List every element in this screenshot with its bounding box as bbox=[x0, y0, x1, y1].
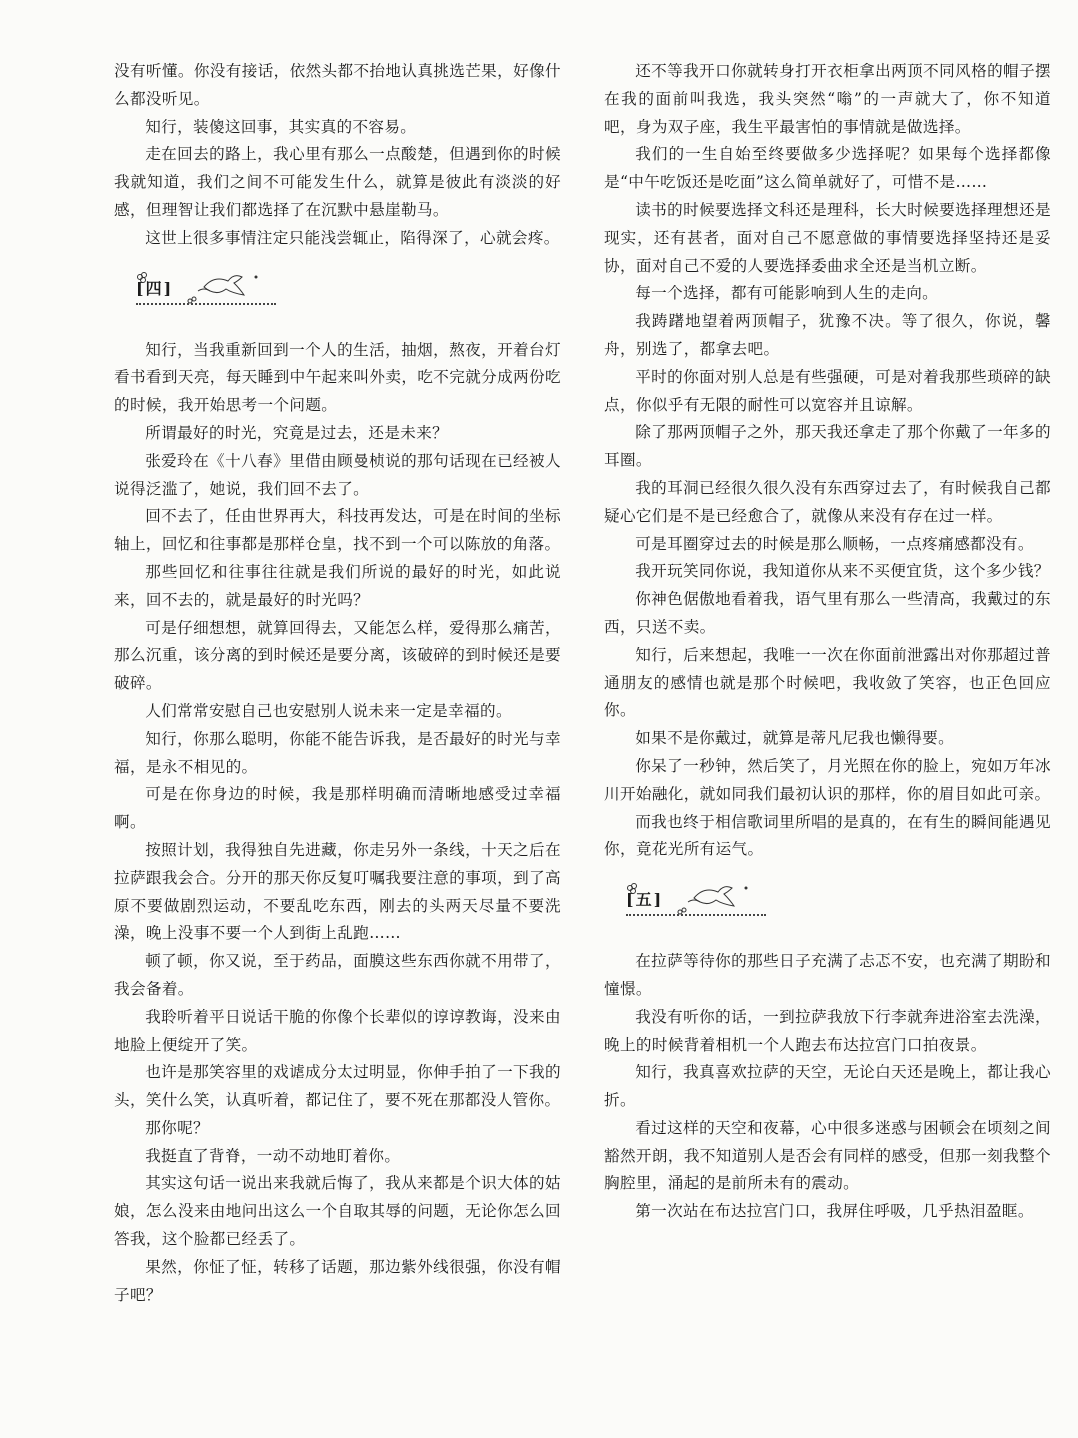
paragraph: 知行，装傻这回事，其实真的不容易。 bbox=[145, 117, 417, 136]
paragraph: 我没有听你的话，一到拉萨我放下行李就奔进浴室去洗澡，晚上的时候背着相机一个人跑去布达拉宫门口拍夜景。 bbox=[604, 1007, 1051, 1054]
paragraph: 在拉萨等待你的那些日子充满了忐忑不安，也充满了期盼和憧憬。 bbox=[604, 952, 1051, 998]
paragraph: 我们的一生自始至终要做多少选择呢？如果每个选择都像是“中午吃饭还是吃面”这么简单就好了，可惜不是…… bbox=[604, 145, 1051, 192]
paragraph: 每一个选择，都有可能影响到人生的走向。 bbox=[635, 284, 939, 303]
paragraph: 没有听懂。你没有接话，依然头都不抬地认真挑选芒果，好像什么都没听见。 bbox=[114, 62, 561, 108]
section-label: [四] bbox=[136, 278, 174, 298]
paragraph: 所谓最好的时光，究竟是过去，还是未来？ bbox=[145, 423, 449, 442]
paragraph: 知行，你那么聪明，你能不能告诉我，是否最好的时光与幸福，是永不相见的。 bbox=[114, 729, 561, 776]
paragraph: 你呆了一秒钟，然后笑了，月光照在你的脸上，宛如万年冰川开始融化，就如同我们最初认识的那样，你的眉目如此可亲。 bbox=[604, 756, 1051, 803]
paragraph: 如果不是你戴过，就算是蒂凡尼我也懒得要。 bbox=[635, 729, 955, 748]
paragraph: 知行，后来想起，我唯一一次在你面前泄露出对你那超过普通朋友的感情也就是那个时候吧，我收敛了笑容，也正色回应你。 bbox=[604, 645, 1051, 720]
paragraph: 按照计划，我得独自先进藏，你走另外一条线，十天之后在拉萨跟我会合。分开的那天你反复叮嘱我要注意的事项，到了高原不要做剧烈运动，不要乱吃东西，刚去的头两天尽量不要洗澡，晚上没事不要一个人到街上乱跑…… bbox=[114, 840, 561, 943]
section-header-5 bbox=[604, 878, 1051, 922]
paragraph: 读书的时候要选择文科还是理科，长大时候要选择理想还是现实，还有甚者，面对自己不愿意做的事情要选择坚持还是妥协，面对自己不爱的人要选择委曲求全还是当机立断。 bbox=[604, 200, 1051, 275]
paragraph: 其实这句话一说出来我就后悔了，我从来都是个识大体的姑娘，怎么没来由地问出这么一个自取其辱的问题，无论你怎么回答我，这个脸都已经丢了。 bbox=[114, 1174, 561, 1249]
paragraph: 可是仔细想想，就算回得去，又能怎么样，爱得那么痛苦，那么沉重，该分离的到时候还是要分离，该破碎的到时候还是要破碎。 bbox=[114, 618, 561, 693]
paragraph: 除了那两顶帽子之外，那天我还拿走了那个你戴了一年多的耳圈。 bbox=[604, 423, 1051, 470]
paragraph: 这世上很多事情注定只能浅尝辄止，陷得深了，心就会疼。 bbox=[145, 228, 560, 247]
right-column bbox=[604, 58, 1051, 1226]
paragraph: 知行，当我重新回到一个人的生活，抽烟，熬夜，开着台灯看书看到天亮，每天睡到中午起来叫外卖，吃不完就分成两份吃的时候，我开始思考一个问题。 bbox=[114, 340, 561, 415]
paragraph: 还不等我开口你就转身打开衣柜拿出两顶不同风格的帽子摆在我的面前叫我选，我头突然“嗡”的一声就大了，你不知道吧，身为双子座，我生平最害怕的事情就是做选择。 bbox=[604, 62, 1051, 136]
paragraph: 也许是那笑容里的戏谑成分太过明显，你伸手拍了一下我的头，笑什么笑，认真听着，都记住了，要不死在那都没人管你。 bbox=[114, 1063, 561, 1110]
paragraph: 那些回忆和往事往往就是我们所说的最好的时光，如此说来，回不去的，就是最好的时光吗？ bbox=[114, 562, 561, 609]
paragraph: 看过这样的天空和夜幕，心中很多迷惑与困顿会在顷刻之间豁然开朗，我不知道别人是否会有同样的感受，但那一刻我整个胸腔里，涌起的是前所未有的震动。 bbox=[604, 1118, 1051, 1193]
paragraph: 顿了顿，你又说，至于药品，面膜这些东西你就不用带了，我会备着。 bbox=[114, 952, 561, 998]
left-column bbox=[114, 58, 561, 1309]
paragraph: 果然，你怔了怔，转移了话题，那边紫外线很强，你没有帽子吧？ bbox=[114, 1257, 561, 1304]
dotted-divider bbox=[136, 303, 276, 305]
paragraph: 你神色倨傲地看着我，语气里有那么一些清高，我戴过的东西，只送不卖。 bbox=[604, 590, 1051, 636]
paragraph: 我踌躇地望着两顶帽子，犹豫不决。等了很久，你说，馨舟，别选了，都拿去吧。 bbox=[604, 312, 1051, 358]
paragraph: 第一次站在布达拉宫门口，我屏住呼吸，几乎热泪盈眶。 bbox=[635, 1202, 1034, 1221]
paragraph: 可是耳圈穿过去的时候是那么顺畅，一点疼痛感都没有。 bbox=[635, 534, 1034, 553]
paragraph: 我聆听着平日说话干脆的你像个长辈似的谆谆教诲，没来由地脸上便绽开了笑。 bbox=[114, 1007, 561, 1054]
paragraph: 可是在你身边的时候，我是那样明确而清晰地感受过幸福啊。 bbox=[114, 785, 561, 832]
paragraph: 我挺直了背脊，一动不动地盯着你。 bbox=[145, 1146, 401, 1165]
paragraph: 知行，我真喜欢拉萨的天空，无论白天还是晚上，都让我心折。 bbox=[604, 1063, 1051, 1110]
section-header-4 bbox=[114, 267, 561, 311]
section-label: [五] bbox=[626, 890, 664, 910]
paragraph: 走在回去的路上，我心里有那么一点酸楚，但遇到你的时候我就知道，我们之间不可能发生什么，就算是彼此有淡淡的好感，但理智让我们都选择了在沉默中悬崖勒马。 bbox=[114, 145, 561, 219]
paragraph: 张爱玲在《十八春》里借由顾曼桢说的那句话现在已经被人说得泛滥了，她说，我们回不去了。 bbox=[114, 451, 561, 498]
dotted-divider bbox=[626, 914, 766, 916]
paragraph: 我的耳洞已经很久很久没有东西穿过去了，有时候我自己都疑心它们是不是已经愈合了，就像从来没有存在过一样。 bbox=[604, 478, 1051, 525]
paragraph: 而我也终于相信歌词里所唱的是真的，在有生的瞬间能遇见你，竟花光所有运气。 bbox=[604, 812, 1051, 859]
paragraph: 人们常常安慰自己也安慰别人说未来一定是幸福的。 bbox=[145, 701, 512, 720]
paragraph: 那你呢？ bbox=[145, 1118, 209, 1137]
paragraph: 我开玩笑同你说，我知道你从来不买便宜货，这个多少钱？ bbox=[635, 562, 1050, 581]
paragraph: 平时的你面对别人总是有些强硬，可是对着我那些琐碎的缺点，你似乎有无限的耐性可以宽容并且谅解。 bbox=[604, 367, 1051, 414]
paragraph: 回不去了，任由世界再大，科技再发达，可是在时间的坐标轴上，回忆和往事都是那样仓皇，找不到一个可以陈放的角落。 bbox=[114, 507, 561, 554]
